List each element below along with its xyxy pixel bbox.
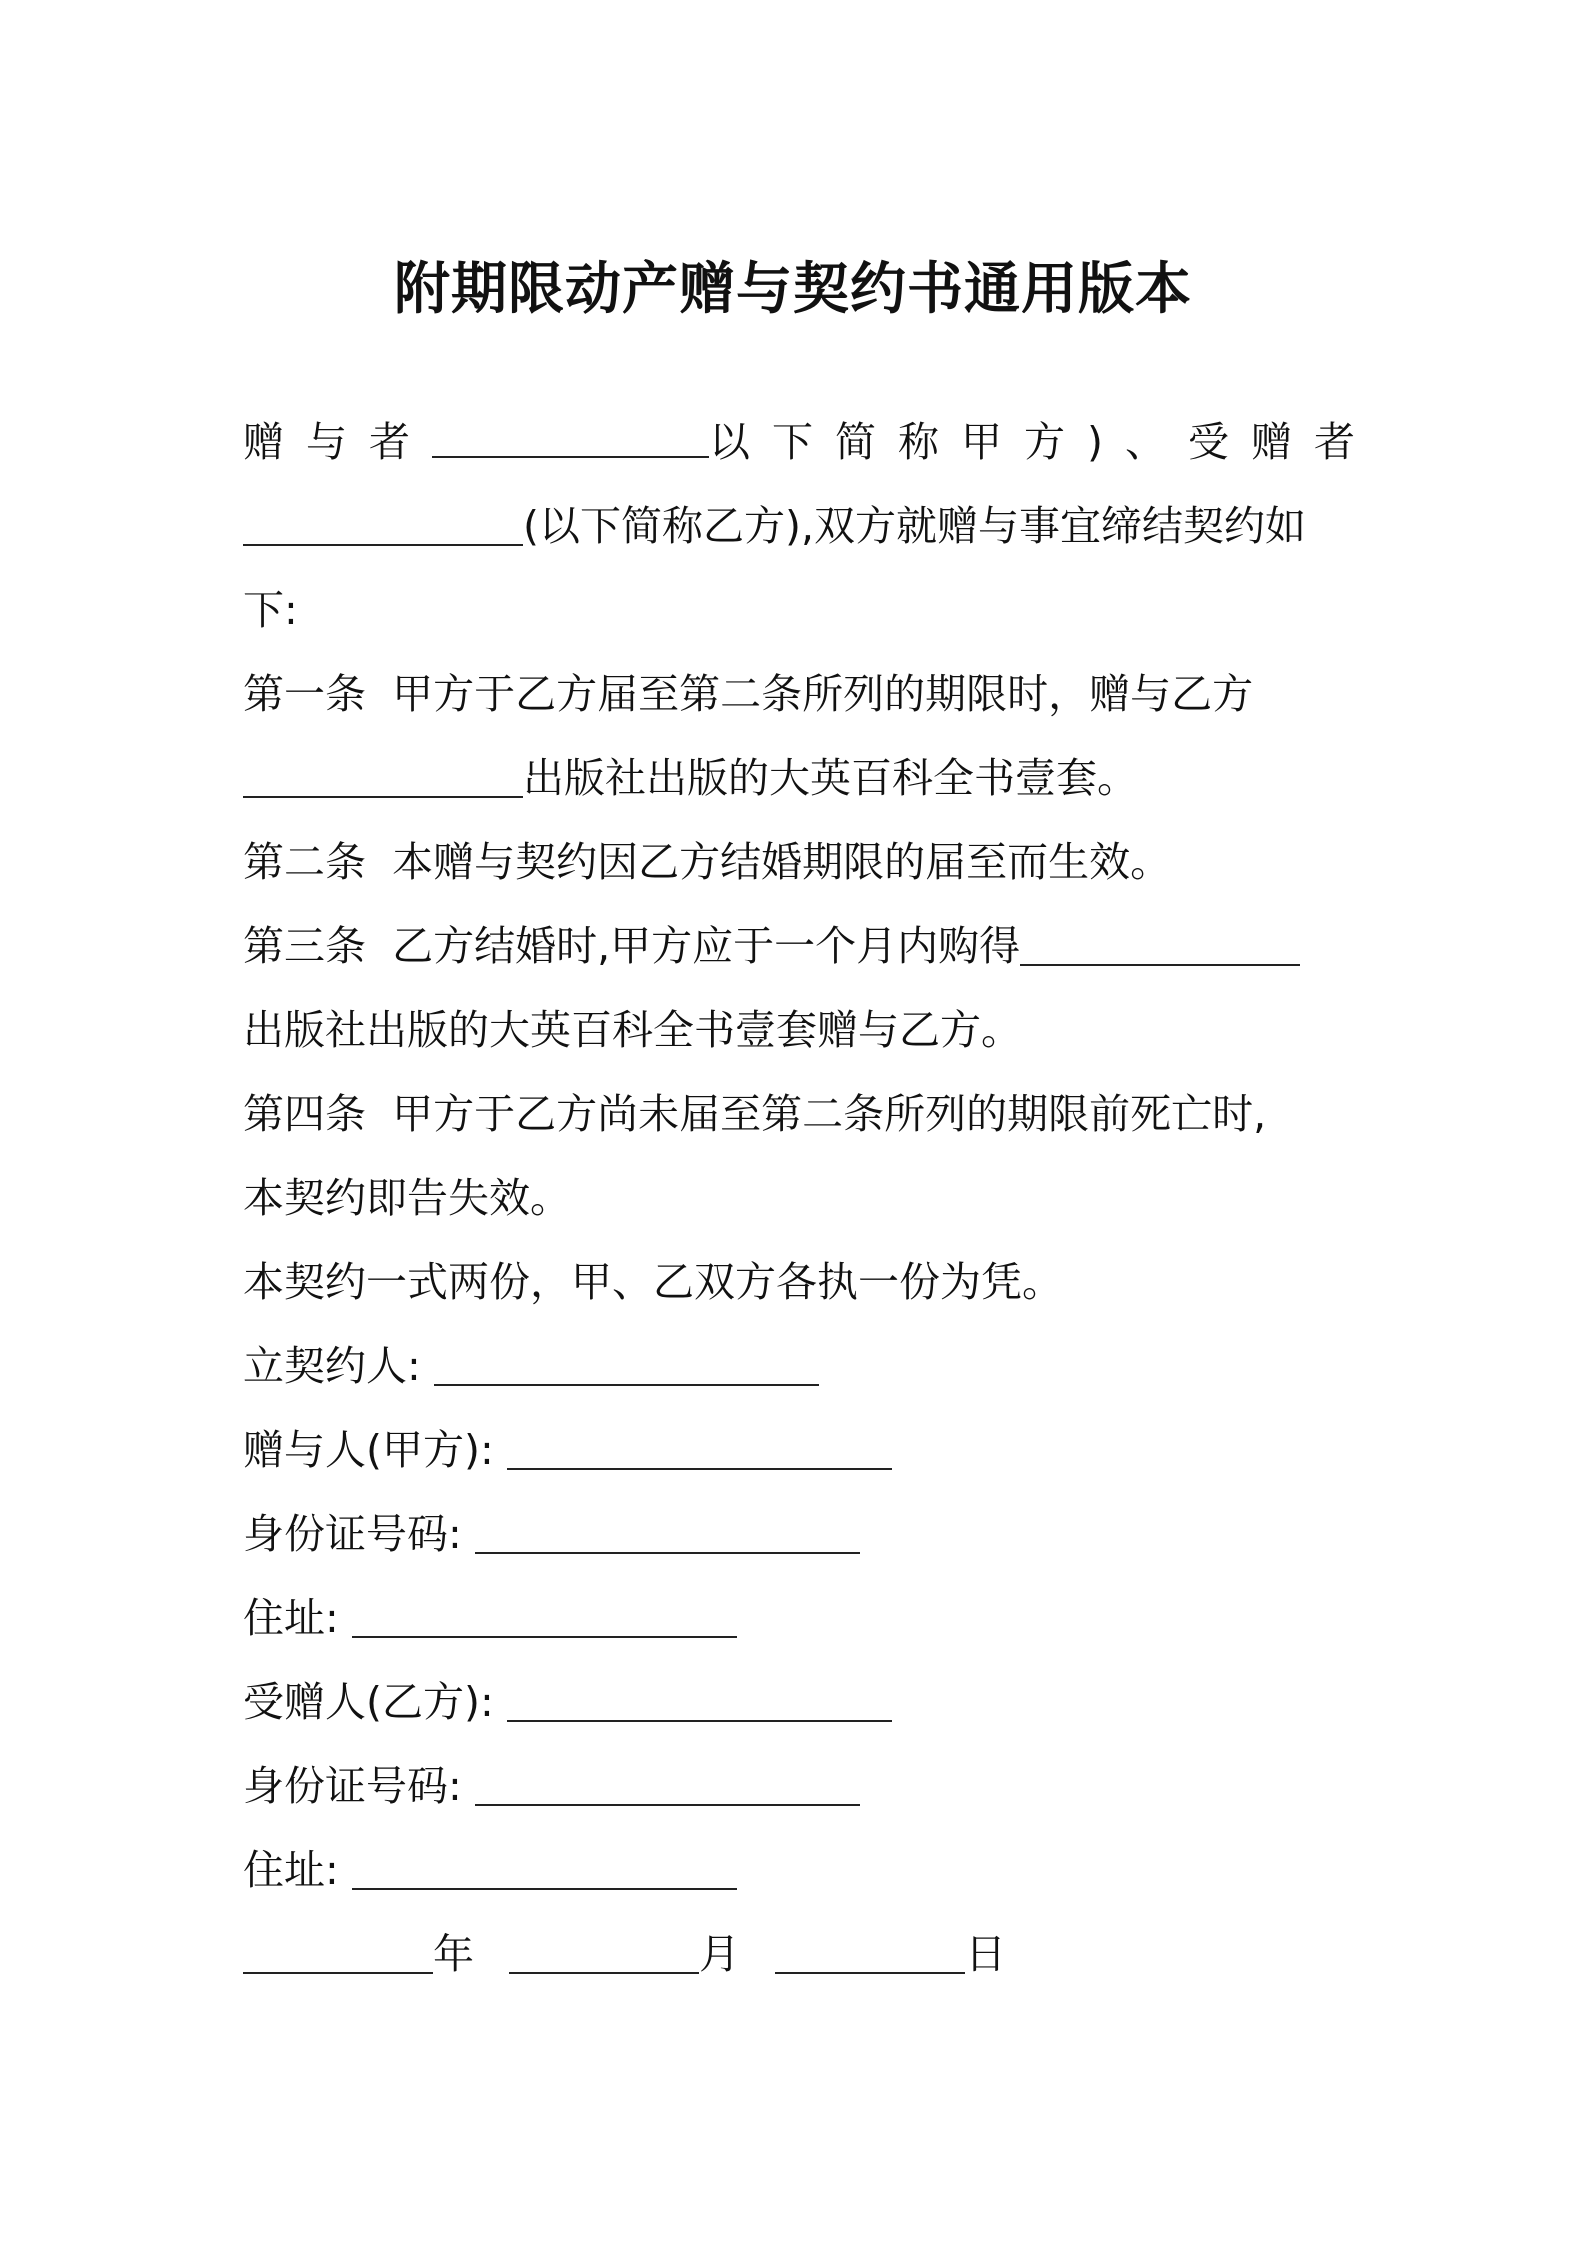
- donor-label: 赠与者: [243, 418, 432, 466]
- donor-address-blank[interactable]: [352, 1586, 737, 1638]
- article-4-line-1: [243, 1072, 1355, 1156]
- article-4-text-2: 本契约即告失效。: [243, 1174, 571, 1222]
- donor-name-blank[interactable]: [432, 406, 709, 458]
- donee-address-blank[interactable]: [352, 1838, 737, 1890]
- document-body: [243, 400, 1377, 1996]
- day-blank[interactable]: [775, 1922, 965, 1974]
- signer-blank[interactable]: [434, 1334, 819, 1386]
- donee-sign-blank[interactable]: [507, 1670, 892, 1722]
- donee-id-label: 身份证号码:: [243, 1762, 462, 1810]
- year-blank[interactable]: [243, 1922, 433, 1974]
- article-3-line-2: [243, 988, 1355, 1072]
- day-label: 日: [965, 1930, 1007, 1978]
- donor-row: [243, 1408, 1355, 1492]
- donee-id-blank[interactable]: [475, 1754, 860, 1806]
- month-label: 月: [699, 1930, 741, 1978]
- donor-sign-blank[interactable]: [507, 1418, 892, 1470]
- donor-address-row: [243, 1576, 1355, 1660]
- intro-end: 下:: [243, 586, 298, 634]
- copies-clause: [243, 1240, 1355, 1324]
- article-4-line-2: [243, 1156, 1355, 1240]
- article-3-text: 第三条 乙方结婚时,甲方应于一个月内购得: [243, 922, 1021, 970]
- donee-suffix: (以下简称乙方),双方就赠与事宜缔结契约如: [523, 502, 1307, 550]
- publisher-blank-1[interactable]: [243, 746, 523, 798]
- month-blank[interactable]: [509, 1922, 699, 1974]
- donor-address-label: 住址:: [243, 1594, 339, 1642]
- article-3-line-1: [243, 904, 1355, 988]
- donee-row: [243, 1660, 1355, 1744]
- donee-address-label: 住址:: [243, 1846, 339, 1894]
- intro-line-3: [243, 568, 1355, 652]
- intro-line-2: [243, 484, 1355, 568]
- article-2-text: 第二条 本赠与契约因乙方结婚期限的届至而生效。: [243, 838, 1172, 886]
- date-row: [243, 1912, 1355, 1996]
- donor-id-row: [243, 1492, 1355, 1576]
- year-label: 年: [433, 1930, 474, 1978]
- article-1-text-2: 出版社出版的大英百科全书壹套。: [523, 754, 1138, 802]
- donor-id-blank[interactable]: [475, 1502, 860, 1554]
- donee-address-row: [243, 1828, 1355, 1912]
- article-2: [243, 820, 1355, 904]
- donee-name-blank[interactable]: [243, 494, 523, 546]
- publisher-blank-2[interactable]: [1020, 914, 1300, 966]
- donee-sign-label: 受赠人(乙方):: [243, 1678, 494, 1726]
- donor-sign-label: 赠与人(甲方):: [243, 1426, 494, 1474]
- intro-line-1: [243, 400, 1377, 484]
- article-4-text: 第四条 甲方于乙方尚未届至第二条所列的期限前死亡时,: [243, 1090, 1267, 1138]
- article-1-line-2: [243, 736, 1355, 820]
- donee-id-row: [243, 1744, 1355, 1828]
- donor-suffix: 以下简称甲方)、受赠者: [709, 418, 1377, 466]
- article-3-text-2: 出版社出版的大英百科全书壹套赠与乙方。: [243, 1006, 1022, 1054]
- copies-text: 本契约一式两份，甲、乙双方各执一份为凭。: [243, 1258, 1063, 1306]
- article-1-text: 第一条 甲方于乙方届至第二条所列的期限时，赠与乙方: [243, 670, 1254, 718]
- signer-row: [243, 1324, 1355, 1408]
- donor-id-label: 身份证号码:: [243, 1510, 462, 1558]
- article-1-line-1: [243, 652, 1355, 736]
- signer-label: 立契约人:: [243, 1342, 421, 1390]
- document-title: 附期限动产赠与契约书通用版本: [394, 257, 1192, 322]
